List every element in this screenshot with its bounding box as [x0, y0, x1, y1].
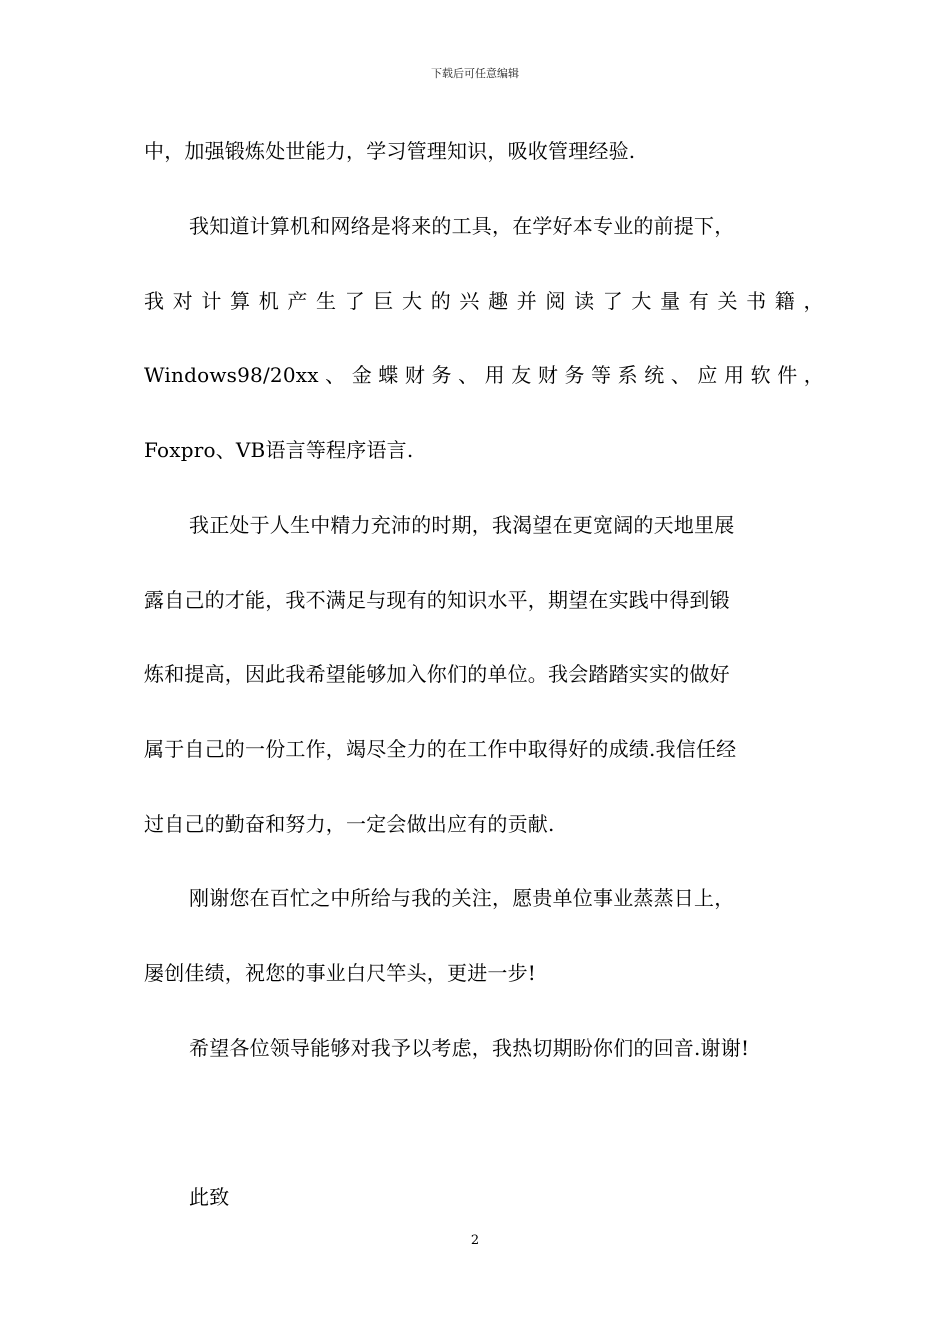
text-token: 系 [617, 363, 638, 387]
text-line: 刚谢您在百忙之中所给与我的关注，愿贵单位事业蒸蒸日上， [189, 886, 735, 910]
text-token: 机 [258, 289, 279, 313]
text-token: 兴 [459, 289, 480, 313]
text-line-justified [144, 360, 824, 390]
text-token: 对 [172, 289, 193, 313]
text-token: 趣 [488, 289, 509, 313]
text-token: 蝶 [378, 363, 399, 387]
text-token: 财 [404, 363, 426, 387]
text-token: 用 [724, 363, 745, 387]
text-token: 软 [750, 363, 771, 387]
text-token: 的 [430, 289, 451, 313]
text-line: 我正处于人生中精力充沛的时期，我渴望在更宽阔的天地里展 [189, 513, 735, 537]
text-line: 我知道计算机和网络是将来的工具，在学好本专业的前提下， [189, 214, 735, 238]
text-token: 巨 [373, 289, 394, 313]
text-token: 、 [458, 363, 479, 387]
text-line-justified [144, 286, 824, 316]
page-header: 下载后可任意编辑 [431, 67, 519, 80]
text-line: 炼和提高，因此我希望能够加入你们的单位。我会踏踏实实的做好 [144, 662, 730, 686]
text-token: 读 [574, 289, 595, 313]
text-token: 了 [344, 289, 365, 313]
text-token: ， [803, 289, 824, 313]
text-token: 有 [688, 289, 709, 313]
text-token: 计 [201, 289, 222, 313]
text-line: 属于自己的一份工作，竭尽全力的在工作中取得好的成绩.我信任经 [144, 737, 737, 761]
text-token: 量 [660, 289, 681, 313]
text-token: 、 [325, 363, 346, 387]
text-token: 算 [230, 289, 251, 313]
text-token: 阅 [545, 289, 566, 313]
text-line: 屡创佳绩，祝您的事业白尺竿头，更进一步! [144, 961, 537, 985]
text-token: 大 [402, 289, 423, 313]
text-token: ， [803, 363, 824, 387]
page-number: 2 [470, 1233, 480, 1248]
text-line: 希望各位领导能够对我予以考虑，我热切期盼你们的回音.谢谢! [189, 1036, 750, 1060]
text-token: 我 [144, 289, 165, 313]
text-line: Foxpro、VB语言等程序语言. [144, 438, 414, 462]
text-token: 金 [351, 363, 372, 387]
text-token: 生 [316, 289, 337, 313]
text-token: 籍 [774, 289, 795, 313]
text-token: 并 [516, 289, 537, 313]
text-line: 露自己的才能，我不满足与现有的知识水平，期望在实践中得到锻 [144, 588, 730, 612]
text-token: 大 [631, 289, 652, 313]
text-token: 应 [697, 363, 718, 387]
text-token: 财 [537, 363, 559, 387]
text-token: Windows98/20xx [144, 363, 319, 387]
text-token: 、 [670, 363, 692, 387]
text-token: 用 [484, 363, 505, 387]
text-token: 关 [717, 289, 738, 313]
text-token: 了 [602, 289, 623, 313]
closing-salutation: 此致 [189, 1185, 230, 1209]
text-line: 中，加强锻炼处世能力，学习管理知识，吸收管理经验. [144, 139, 636, 163]
text-token: 友 [511, 363, 532, 387]
text-token: 等 [591, 363, 612, 387]
text-token: 书 [746, 289, 767, 313]
text-token: 务 [564, 363, 585, 387]
text-token: 件 [777, 363, 798, 387]
text-token: 务 [431, 363, 452, 387]
text-token: 产 [287, 289, 308, 313]
text-token: 统 [644, 363, 665, 387]
text-line: 过自己的勤奋和努力，一定会做出应有的贡献. [144, 812, 555, 836]
